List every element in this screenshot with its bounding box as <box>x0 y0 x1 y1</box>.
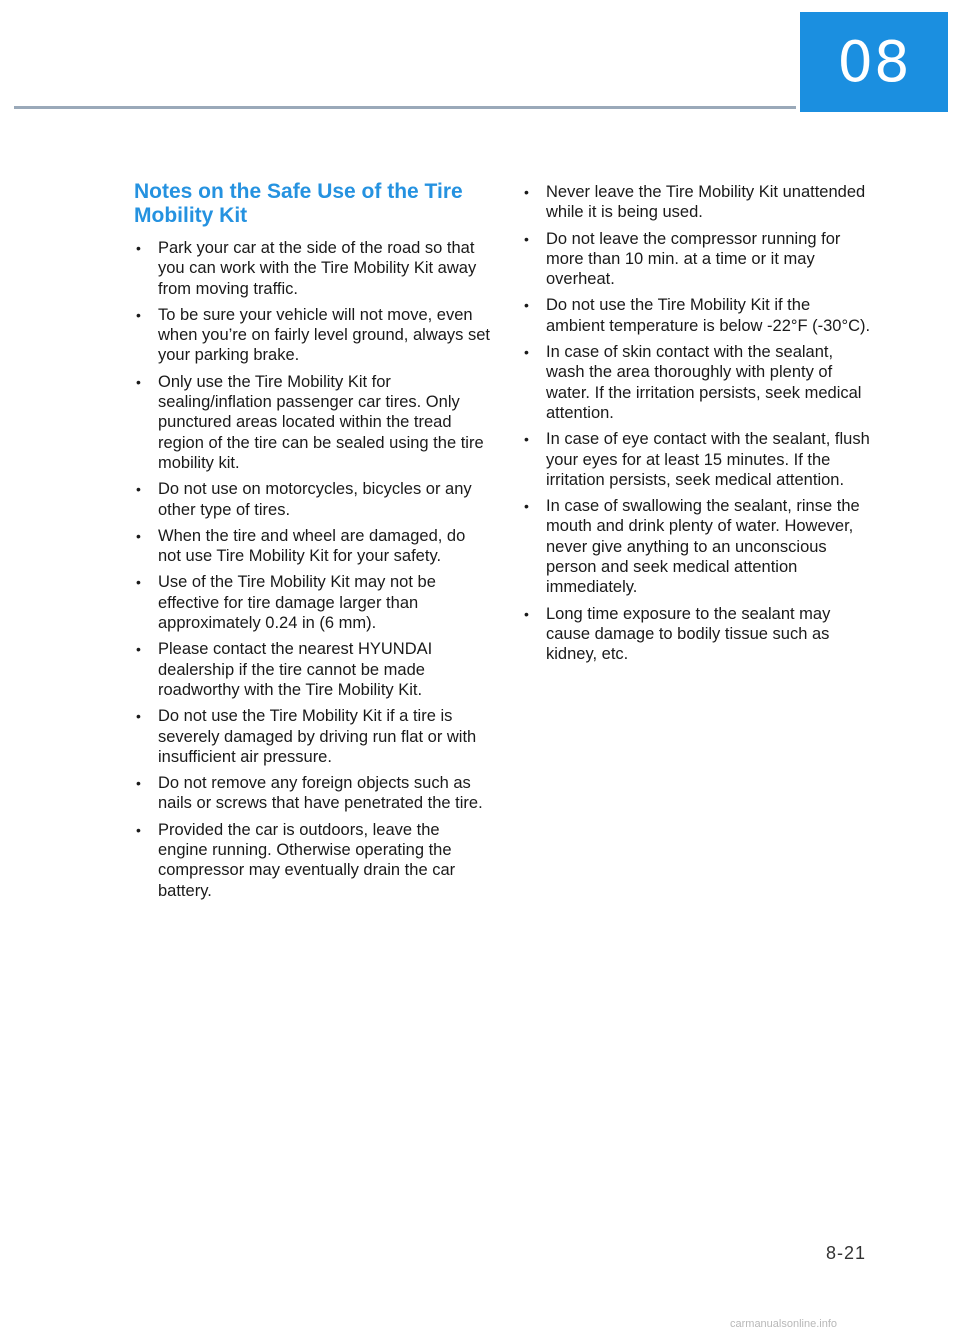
list-item: • Long time exposure to the sealant may cause damage to bodily tissue such as kidney, etc. <box>522 604 872 665</box>
list-item: • Do not remove any foreign objects such as nails or screws that have penetrated the tire. <box>134 773 490 814</box>
watermark: carmanualsonline.info <box>730 1318 838 1330</box>
header-rule <box>14 106 796 109</box>
chapter-tab: 08 <box>800 12 948 112</box>
list-item: • Never leave the Tire Mobility Kit unattended while it is being used. <box>522 182 872 223</box>
list-item: • Do not use on motorcycles, bicycles or any other type of tires. <box>134 479 490 520</box>
list-item: • Use of the Tire Mobility Kit may not be effective for tire damage larger than approximately 0.24 in (6 mm). <box>134 572 490 633</box>
list-item: • Provided the car is outdoors, leave the engine running. Otherwise operating the compressor may eventually drain the car battery. <box>134 820 490 901</box>
list-item: • In case of skin contact with the sealant, wash the area thoroughly with plenty of water. If the irritation persists, seek medical attention. <box>522 342 872 423</box>
list-item: • Park your car at the side of the road so that you can work with the Tire Mobility Kit away from moving traffic. <box>134 238 490 299</box>
right-notes-list <box>522 182 872 665</box>
list-item: • When the tire and wheel are damaged, do not use Tire Mobility Kit for your safety. <box>134 526 490 567</box>
section-title: Notes on the Safe Use of the Tire Mobility Kit <box>134 180 463 227</box>
page-number: 8-21 <box>826 1243 867 1263</box>
left-notes-list <box>134 238 490 901</box>
list-item: • Do not use the Tire Mobility Kit if the ambient temperature is below -22°F (-30°C). <box>522 295 872 336</box>
right-column <box>522 182 872 671</box>
list-item: • To be sure your vehicle will not move, even when you’re on fairly level ground, always set your parking brake. <box>134 305 490 366</box>
list-item: • Do not leave the compressor running for more than 10 min. at a time or it may overheat. <box>522 229 872 290</box>
left-column <box>134 180 490 907</box>
list-item: • Please contact the nearest HYUNDAI dealership if the tire cannot be made roadworthy with the Tire Mobility Kit. <box>134 639 490 700</box>
list-item: • Only use the Tire Mobility Kit for sealing/inflation passenger car tires. Only punctured areas located within the tread region of the tire can be sealed using the tire mobility kit. <box>134 372 490 473</box>
list-item: • In case of eye contact with the sealant, flush your eyes for at least 15 minutes. If the irritation persists, seek medical attention. <box>522 429 872 490</box>
list-item: • In case of swallowing the sealant, rinse the mouth and drink plenty of water. However, never give anything to an unconscious person and seek medical attention immediately. <box>522 496 872 597</box>
list-item: • Do not use the Tire Mobility Kit if a tire is severely damaged by driving run flat or with insufficient air pressure. <box>134 706 490 767</box>
